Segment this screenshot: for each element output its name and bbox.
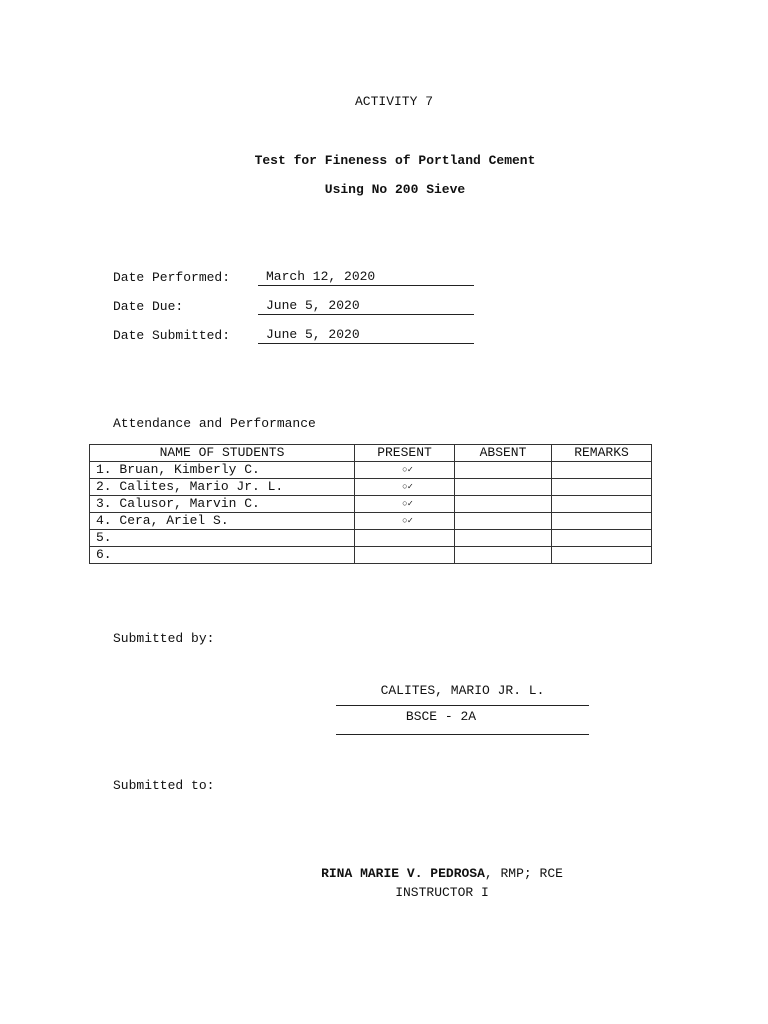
present-cell	[355, 547, 455, 564]
instructor-name-line	[0, 866, 768, 881]
instructor-name: RINA MARIE V. PEDROSA	[321, 866, 485, 881]
signature-line	[336, 734, 589, 735]
submitted-by-label: Submitted by:	[113, 631, 215, 646]
column-header-absent: ABSENT	[455, 445, 552, 462]
present-check-icon: ○✓	[355, 513, 455, 530]
table-row	[90, 479, 652, 496]
absent-cell	[455, 496, 552, 513]
student-name: 4. Cera, Ariel S.	[90, 513, 355, 530]
student-name: 2. Calites, Mario Jr. L.	[90, 479, 355, 496]
attendance-heading: Attendance and Performance	[113, 416, 316, 431]
present-check-icon: ○✓	[355, 496, 455, 513]
student-name: 5.	[90, 530, 355, 547]
document-title: Test for Fineness of Portland Cement	[254, 153, 536, 168]
column-header-name: NAME OF STUDENTS	[90, 445, 355, 462]
column-header-present: PRESENT	[355, 445, 455, 462]
date-submitted-value: June 5, 2020	[258, 328, 474, 344]
date-submitted-label: Date Submitted:	[113, 328, 231, 343]
date-performed-label: Date Performed:	[113, 270, 231, 285]
remarks-cell	[552, 513, 652, 530]
table-row	[90, 496, 652, 513]
table-row	[90, 513, 652, 530]
instructor-credentials: , RMP; RCE	[484, 866, 563, 881]
date-due-value: June 5, 2020	[258, 299, 474, 315]
absent-cell	[455, 530, 552, 547]
remarks-cell	[552, 530, 652, 547]
absent-cell	[455, 513, 552, 530]
remarks-cell	[552, 496, 652, 513]
remarks-cell	[552, 462, 652, 479]
present-check-icon: ○✓	[355, 462, 455, 479]
table-row	[90, 547, 652, 564]
submitted-to-label: Submitted to:	[113, 778, 215, 793]
table-row	[90, 462, 652, 479]
present-cell	[355, 530, 455, 547]
signature-line	[336, 705, 589, 706]
absent-cell	[455, 462, 552, 479]
attendance-table	[89, 444, 652, 564]
remarks-cell	[552, 479, 652, 496]
student-name: 6.	[90, 547, 355, 564]
document-subtitle: Using No 200 Sieve	[324, 182, 466, 197]
submitter-section: BSCE - 2A	[405, 709, 477, 724]
table-header-row	[90, 445, 652, 462]
column-header-remarks: REMARKS	[552, 445, 652, 462]
absent-cell	[455, 547, 552, 564]
absent-cell	[455, 479, 552, 496]
table-row	[90, 530, 652, 547]
remarks-cell	[552, 547, 652, 564]
date-due-label: Date Due:	[113, 299, 184, 314]
instructor-title: INSTRUCTOR I	[395, 885, 489, 900]
submitter-name: CALITES, MARIO JR. L.	[380, 683, 545, 698]
student-name: 1. Bruan, Kimberly C.	[90, 462, 355, 479]
date-performed-value: March 12, 2020	[258, 270, 474, 286]
activity-number: ACTIVITY 7	[354, 94, 433, 109]
present-check-icon: ○✓	[355, 479, 455, 496]
student-name: 3. Calusor, Marvin C.	[90, 496, 355, 513]
